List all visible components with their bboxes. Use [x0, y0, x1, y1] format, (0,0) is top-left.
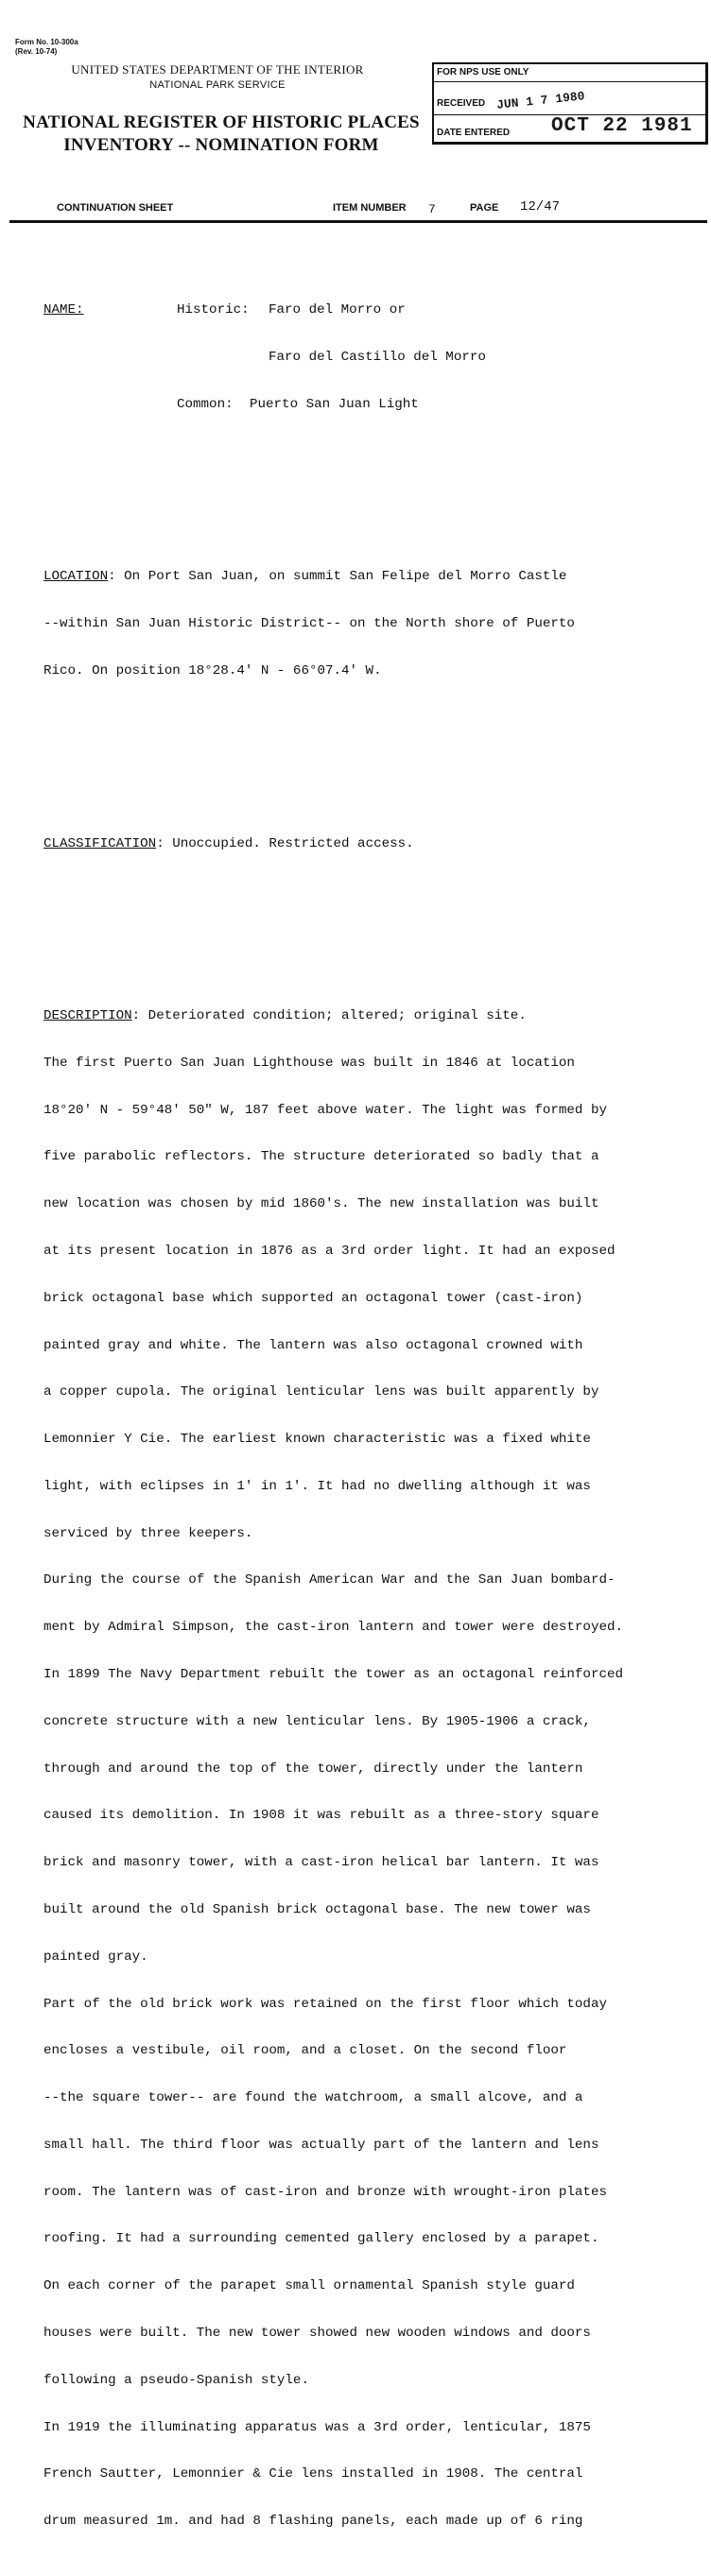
- item-number-value: 7: [428, 202, 436, 216]
- location-line: Rico. On position 18°28.4' N - 66°07.4' W.: [43, 663, 382, 679]
- description-line: following a pseudo-Spanish style.: [43, 2372, 309, 2388]
- agency-header: [38, 62, 397, 93]
- description-line: five parabolic reflectors. The structure deteriorated so badly that a: [43, 1149, 599, 1165]
- historic-name-2: Faro del Castillo del Morro: [269, 350, 486, 366]
- nps-box-header: FOR NPS USE ONLY: [437, 67, 529, 77]
- description-line: new location was chosen by mid 1860's. The new installation was built: [43, 1196, 599, 1212]
- historic-label: Historic:: [177, 302, 250, 318]
- description-line: brick and masonry tower, with a cast-iron helical bar lantern. It was: [43, 1855, 599, 1871]
- description-first-line: : Deteriorated condition; altered; original site.: [131, 1008, 527, 1024]
- item-number-label: ITEM NUMBER: [333, 202, 407, 214]
- continuation-sheet-label: CONTINUATION SHEET: [57, 202, 174, 214]
- description-line: at its present location in 1876 as a 3rd order light. It had an exposed: [43, 1244, 616, 1259]
- description-line: On each corner of the parapet small ornamental Spanish style guard: [43, 2278, 575, 2294]
- received-stamp: JUN 1 7 1980: [495, 89, 586, 112]
- nps-use-box: [432, 62, 708, 145]
- description-line: The first Puerto San Juan Lighthouse was built in 1846 at location: [43, 1055, 575, 1071]
- nps-box-divider: [434, 81, 705, 82]
- date-entered-label: DATE ENTERED: [437, 128, 511, 138]
- description-line: painted gray and white. The lantern was also octagonal crowned with: [43, 1337, 583, 1353]
- classification-section: [43, 804, 696, 883]
- description-line: 18°20' N - 59°48' 50" W, 187 feet above water. The light was formed by: [43, 1102, 607, 1118]
- description-line: encloses a vestibule, oil room, and a closet. On the second floor: [43, 2043, 567, 2059]
- historic-name-1: Faro del Morro or: [269, 302, 406, 318]
- description-line: roofing. It had a surrounding cemented gallery enclosed by a parapet.: [43, 2231, 599, 2247]
- continuation-bar: [57, 199, 681, 217]
- description-line: brick octagonal base which supported an octagonal tower (cast-iron): [43, 1290, 583, 1306]
- description-section: [43, 977, 696, 2561]
- description-line: serviced by three keepers.: [43, 1525, 253, 1541]
- description-line: French Sautter, Lemonnier & Cie lens installed in 1908. The central: [43, 2466, 583, 2482]
- description-line: built around the old Spanish brick octagonal base. The new tower was: [43, 1901, 591, 1917]
- page-value: 12/47: [520, 199, 561, 215]
- description-heading: DESCRIPTION: [43, 1008, 132, 1024]
- description-line: ment by Admiral Simpson, the cast-iron lantern and tower were destroyed.: [43, 1620, 623, 1636]
- header-rule: [9, 220, 707, 223]
- name-section: [43, 271, 696, 444]
- description-line: In 1919 the illuminating apparatus was a 3rd order, lenticular, 1875: [43, 2419, 591, 2435]
- form-number: [15, 38, 78, 57]
- location-section: [43, 538, 696, 711]
- location-line: --within San Juan Historic District-- on the North shore of Puerto: [43, 616, 575, 632]
- form-number-label: Form No. 10-300a: [15, 38, 78, 46]
- description-line: painted gray.: [43, 1949, 148, 1965]
- department-name: UNITED STATES DEPARTMENT OF THE INTERIOR: [71, 62, 364, 77]
- description-line: small hall. The third floor was actually part of the lantern and lens: [43, 2137, 599, 2153]
- classification-text: : Unoccupied. Restricted access.: [156, 835, 414, 851]
- description-line: During the course of the Spanish American War and the San Juan bombard-: [43, 1572, 616, 1589]
- description-line: drum measured 1m. and had 8 flashing panels, each made up of 6 ring: [43, 2514, 583, 2530]
- classification-heading: CLASSIFICATION: [43, 835, 157, 851]
- form-title: [13, 112, 429, 157]
- description-line: houses were built. The new tower showed new wooden windows and doors: [43, 2325, 591, 2341]
- form-title-line-1: NATIONAL REGISTER OF HISTORIC PLACES: [23, 112, 420, 132]
- description-line: --the square tower-- are found the watchroom, a small alcove, and a: [43, 2090, 583, 2106]
- continuation-content: [43, 240, 696, 2576]
- description-line: Lemonnier Y Cie. The earliest known characteristic was a fixed white: [43, 1432, 591, 1448]
- service-name: NATIONAL PARK SERVICE: [149, 79, 286, 91]
- description-line: room. The lantern was of cast-iron and bronze with wrought-iron plates: [43, 2184, 607, 2200]
- location-heading: LOCATION: [43, 569, 109, 585]
- name-heading: NAME:: [43, 302, 84, 318]
- location-line: : On Port San Juan, on summit San Felipe del Morro Castle: [108, 569, 567, 585]
- received-label: RECEIVED: [437, 98, 486, 109]
- description-line: light, with eclipses in 1' in 1'. It had no dwelling although it was: [43, 1478, 591, 1494]
- page-label: PAGE: [470, 202, 499, 214]
- description-line: through and around the top of the tower, directly under the lantern: [43, 1760, 583, 1777]
- description-line: Part of the old brick work was retained on the first floor which today: [43, 1996, 607, 2012]
- date-entered-stamp: OCT 22 1981: [551, 115, 693, 137]
- description-line: caused its demolition. In 1908 it was rebuilt as a three-story square: [43, 1808, 599, 1824]
- description-line: In 1899 The Navy Department rebuilt the tower as an octagonal reinforced: [43, 1667, 623, 1683]
- description-line: a copper cupola. The original lenticular lens was built apparently by: [43, 1384, 599, 1400]
- common-label: Common:: [177, 396, 234, 412]
- form-title-line-2: INVENTORY -- NOMINATION FORM: [63, 135, 379, 155]
- common-name: Puerto San Juan Light: [250, 396, 419, 412]
- form-revision-label: (Rev. 10-74): [15, 47, 58, 56]
- description-line: concrete structure with a new lenticular lens. By 1905-1906 a crack,: [43, 1713, 591, 1729]
